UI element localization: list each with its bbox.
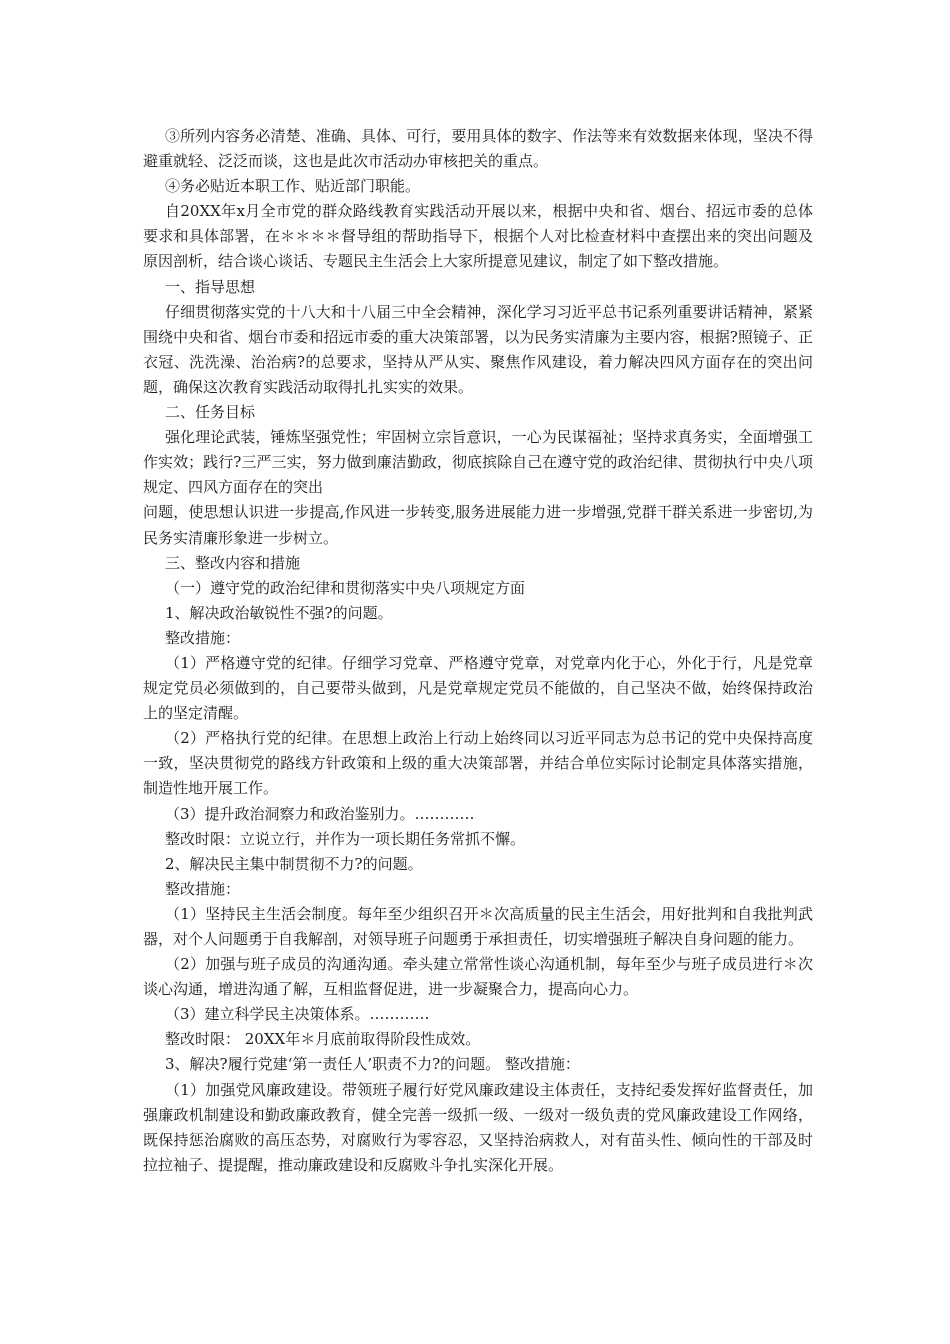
paragraph: 自20XX年x月全市党的群众路线教育实践活动开展以来，根据中央和省、烟台、招远市委的总体要求和具体部署，在＊＊＊＊督导组的帮助指导下，根据个人对比检查材料中查摆出来的突出问题及原因剖析，结合谈心谈话、专题民主生活会上大家所提意见建议，制定了如下整改措施。 — [143, 202, 813, 271]
paragraph: 仔细贯彻落实党的十八大和十八届三中全会精神，深化学习习近平总书记系列重要讲话精神，紧紧围绕中央和省、烟台市委和招远市委的重大决策部署，以为民务实清廉为主要内容，根据?照镜子、正衣冠、洗洗澡、治治病?的总要求，坚持从严从实、聚焦作风建设，着力解决四风方面存在的突出问题，确保这次教育实践活动取得扎扎实实的效果。 — [143, 302, 813, 396]
paragraph: （1）加强党风廉政建设。带领班子履行好党风廉政建设主体责任，支持纪委发挥好监督责任，加强廉政机制建设和勤政廉政教育，健全完善一级抓一级、一级对一级负责的党风廉政建设工作网络，既保持惩治腐败的高压态势，对腐败行为零容忍，又坚持治病救人，对有苗头性、倾向性的干部及时拉拉袖子、提提醒，推动廉政建设和反腐败斗争扎实深化开展。 — [143, 1080, 813, 1174]
paragraph: 问题，使思想认识进一步提高,作风进一步转变,服务进展能力进一步增强,党群干群关系进一步密切,为民务实清廉形象进一步树立。 — [143, 503, 813, 547]
paragraph: ④务必贴近本职工作、贴近部门职能。 — [165, 177, 421, 196]
section-heading: 一、指导思想 — [165, 277, 256, 296]
paragraph: （1）坚持民主生活会制度。每年至少组织召开＊次高质量的民主生活会，用好批判和自我批判武器，对个人问题勇于自我解剖，对领导班子问题勇于承担责任，切实增强班子解决自身问题的能力。 — [143, 904, 813, 948]
item-heading: 2、解决民主集中制贯彻不力?的问题。 — [165, 854, 423, 873]
paragraph: （2）严格执行党的纪律。在思想上政治上行动上始终同以习近平同志为总书记的党中央保持高度一致，坚决贯彻党的路线方针政策和上级的重大决策部署，并结合单位实际讨论制定具体落实措施，制造性地开展工作。 — [143, 729, 813, 798]
subsection-heading: （一）遵守党的政治纪律和贯彻落实中央八项规定方面 — [165, 578, 526, 597]
item-heading: 1、解决政治敏锐性不强?的问题。 — [165, 603, 393, 622]
paragraph: （2）加强与班子成员的沟通沟通。牵头建立常常性谈心沟通机制，每年至少与班子成员进行＊次谈心沟通，增进沟通了解，互相监督促进，进一步凝聚合力，提高向心力。 — [143, 955, 813, 999]
section-heading: 二、任务目标 — [165, 403, 256, 422]
paragraph: 强化理论武装，锤炼坚强党性；牢固树立宗旨意识，一心为民谋福祉；坚持求真务实，全面增强工作实效；践行?三严三实，努力做到廉洁勤政，彻底摈除自己在遵守党的政治纪律、贯彻执行中央八项规定、四风方面存在的突出 — [143, 428, 813, 497]
paragraph: （3）建立科学民主决策体系。………… — [165, 1005, 430, 1024]
item-heading: 3、解决?履行党建‘第一责任人’职责不力?的问题。 整改措施： — [165, 1055, 580, 1074]
paragraph: （1）严格遵守党的纪律。仔细学习党章、严格遵守党章，对党章内化于心，外化于行，凡是党章规定党员必须做到的，自己要带头做到，凡是党章规定党员不能做的，自己坚决不做，始终保持政治上的坚定清醒。 — [143, 653, 813, 723]
paragraph: （3）提升政治洞察力和政治鉴别力。………… — [165, 804, 475, 823]
measures-label: 整改措施： — [165, 628, 241, 647]
paragraph: ③所列内容务必清楚、准确、具体、可行，要用具体的数字、作法等来有效数据来体现，坚决不得避重就轻、泛泛而谈，这也是此次市活动办审核把关的重点。 — [143, 127, 813, 171]
deadline-line: 整改时限： 20XX年＊月底前取得阶段性成效。 — [165, 1030, 481, 1049]
deadline-line: 整改时限：立说立行，并作为一项长期任务常抓不懈。 — [165, 829, 526, 848]
document-body — [143, 124, 813, 1178]
measures-label: 整改措施： — [165, 879, 241, 898]
section-heading: 三、整改内容和措施 — [165, 553, 301, 572]
